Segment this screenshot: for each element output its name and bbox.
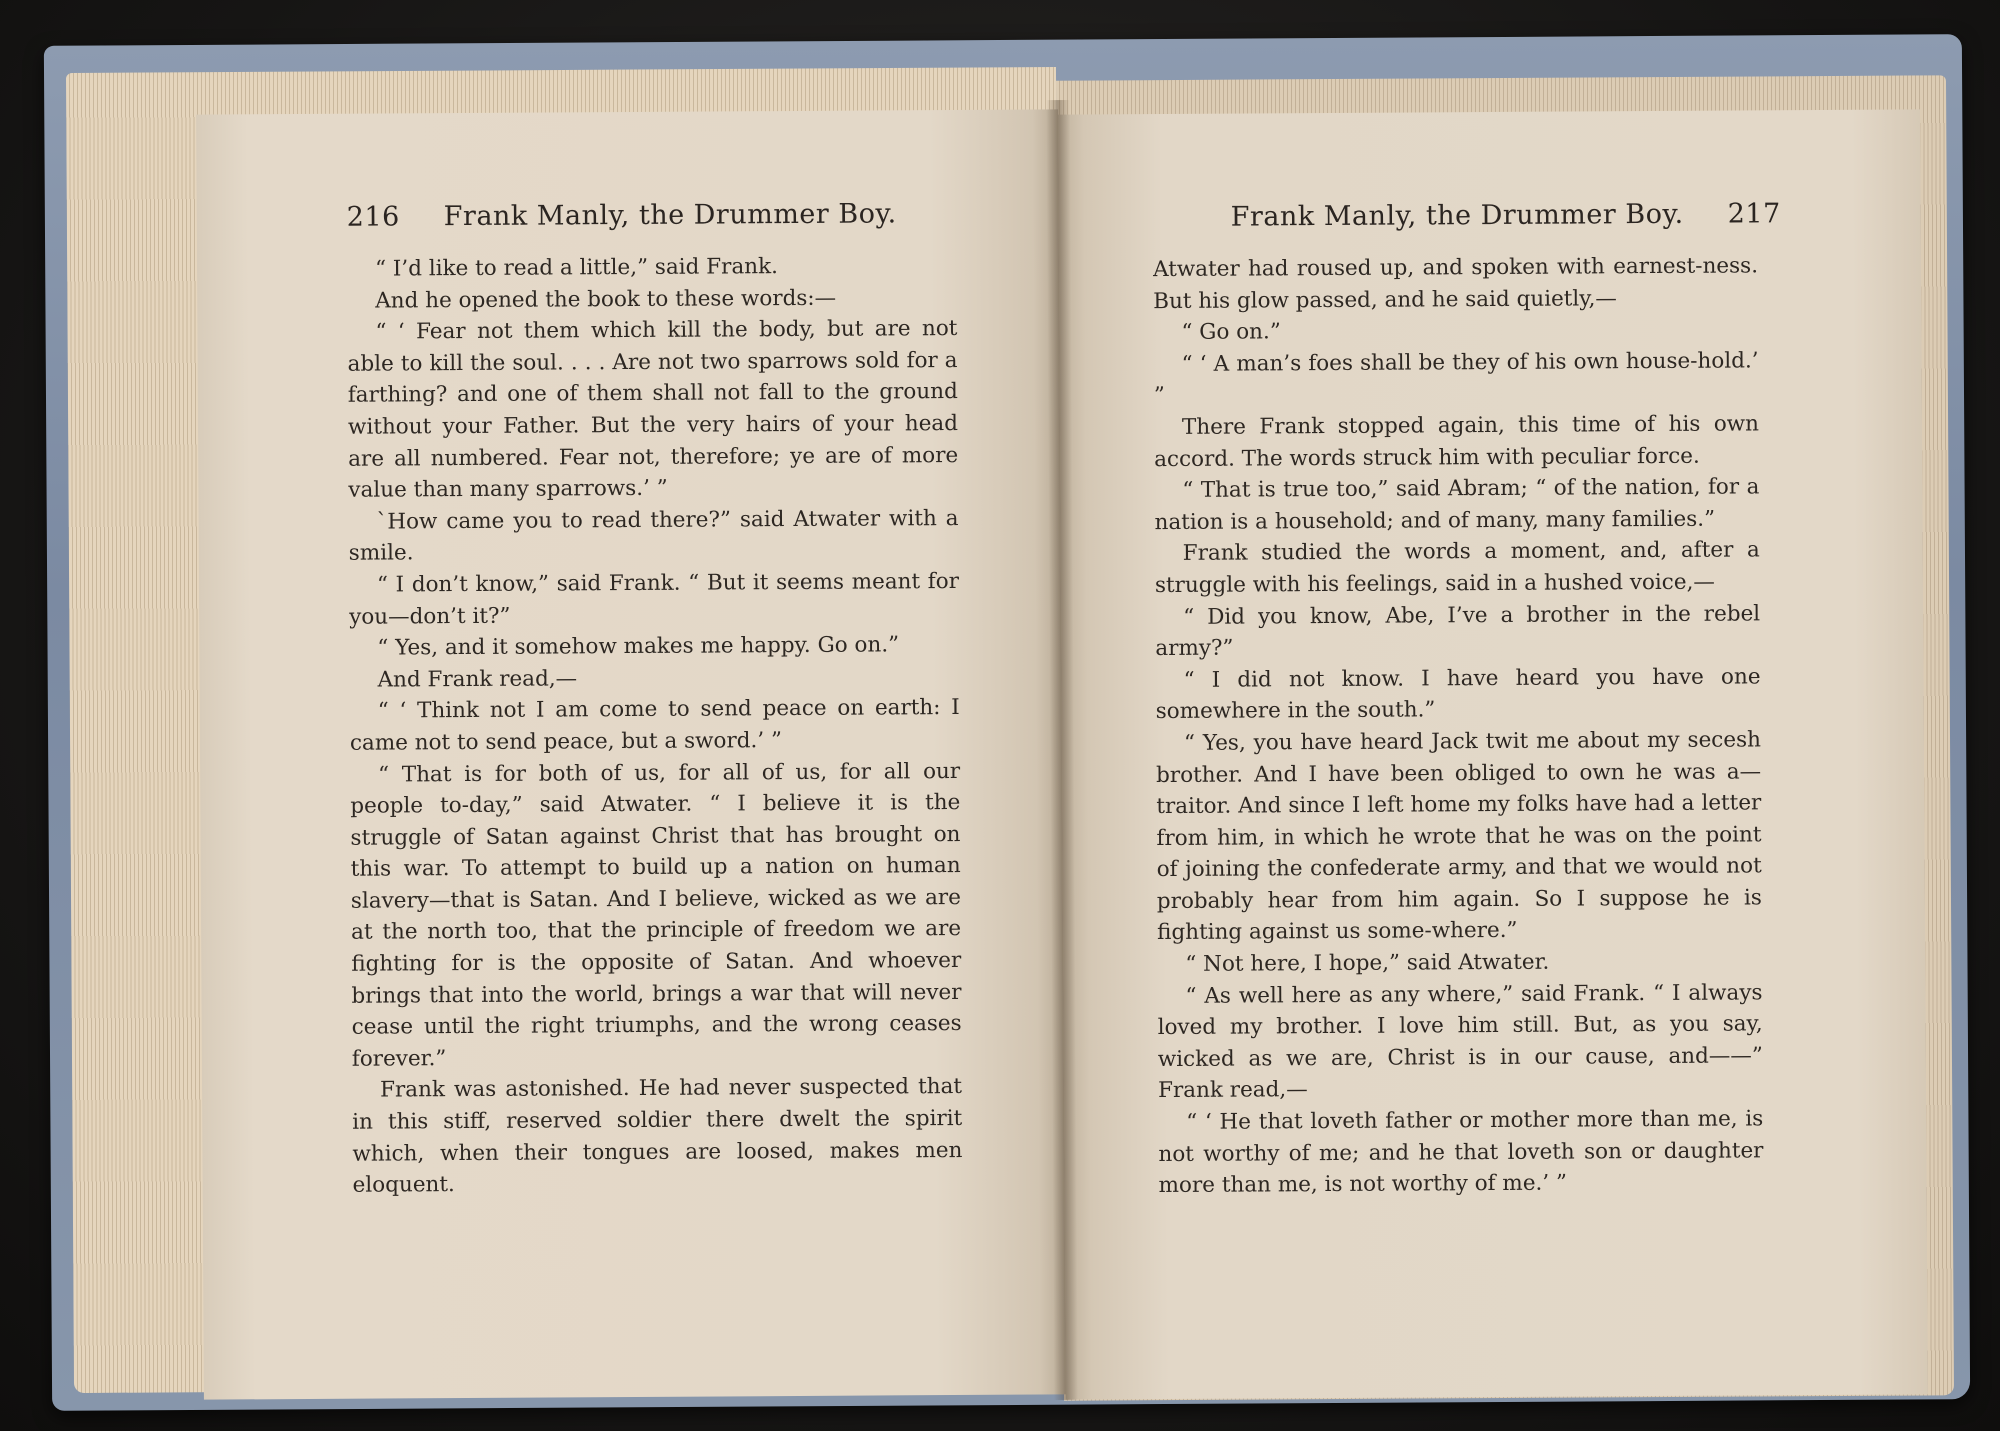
right-folio: 217 xyxy=(1727,198,1781,230)
right-paragraph: “ Yes, you have heard Jack twit me about my secesh brother. And I have been obliged to own he was a—traitor. And since I left home my folks have had a letter from him, in which he wrote that he was on the point of joining the confederate army, and that we would not probably hear from him again. So I suppose he is fighting against us some-where.” xyxy=(1156,727,1762,946)
right-paragraph: Frank studied the words a moment, and, after a struggle with his feelings, said in a hushed voice,— xyxy=(1154,537,1760,598)
left-text-block xyxy=(347,250,963,1202)
left-paragraph: “ ‘ Think not I am come to send peace on earth: I came not to send peace, but a sword.’ ” xyxy=(349,695,960,756)
right-paragraph: “ ‘ He that loveth father or mother more than me, is not worthy of me; and he that loveth son or daughter more than me, is not worthy of me.’ ” xyxy=(1158,1106,1764,1199)
left-paragraph: “ That is for both of us, for all of us, for all our people to-day,” said Atwater. “ I believe it is the struggle of Satan against Christ that has brought on this war. To attempt to build up a nation on human slavery—that is Satan. And I believe, wicked as we are at the north too, that the principle of freedom we are fighting for is the opposite of Satan. And whoever brings that into the world, brings a war that will never cease until the right triumphs, and the wrong ceases forever.” xyxy=(350,758,962,1072)
left-running-head xyxy=(347,198,897,232)
left-paragraph: And he opened the book to these words:— xyxy=(375,285,837,314)
right-page xyxy=(1058,109,1928,1399)
left-paragraph: “ ‘ Fear not them which kill the body, but are not able to kill the soul. . . . Are not two sparrows sold for a farthing? and one of them shall not fall to the ground without your Father. But the very hairs of your head are all numbered. Fear not, therefore; ye are of more value than many sparrows.’ ” xyxy=(347,316,959,503)
left-running-title: Frank Manly, the Drummer Boy. xyxy=(443,198,897,233)
left-page xyxy=(196,109,1066,1399)
right-paragraph: “ Go on.” xyxy=(1181,319,1281,346)
right-paragraph: There Frank stopped again, this time of his own accord. The words struck him with peculiar force. xyxy=(1154,411,1760,472)
left-paragraph: “ I’d like to read a little,” said Frank. xyxy=(374,254,779,282)
right-paragraph: Atwater had roused up, and spoken with earnest-ness. But his glow passed, and he said quietly,— xyxy=(1152,253,1759,314)
right-paragraph: “ I did not know. I have heard you have one somewhere in the south.” xyxy=(1155,664,1761,725)
left-paragraph: And Frank read,— xyxy=(377,666,578,693)
right-paragraph: “ Not here, I hope,” said Atwater. xyxy=(1185,949,1550,977)
right-running-title: Frank Manly, the Drummer Boy. xyxy=(1230,198,1684,233)
left-folio: 216 xyxy=(346,201,400,233)
right-paragraph: “ That is true too,” said Abram; “ of the nation, for a nation is a household; and of many, many families.” xyxy=(1154,474,1760,535)
right-paragraph: “ As well here as any where,” said Frank. “ I always loved my brother. I love him still. But, as you say, wicked as we are, Christ is in our cause, and——” Frank read,— xyxy=(1157,980,1763,1104)
left-paragraph: “ Yes, and it somehow makes me happy. Go on.” xyxy=(377,632,900,661)
left-paragraph: Frank was astonished. He had never suspected that in this stiff, reserved soldier there dwelt the spirit which, when their tongues are loosed, makes men eloquent. xyxy=(352,1074,963,1198)
right-text-block xyxy=(1153,250,1764,1201)
left-paragraph: “ I don’t know,” said Frank. “ But it seems meant for you—don’t it?” xyxy=(349,568,960,630)
right-paragraph: “ Did you know, Abe, I’ve a brother in the rebel army?” xyxy=(1155,600,1761,662)
right-running-head xyxy=(1231,198,1781,232)
right-paragraph: “ ‘ A man’s foes shall be they of his own house-hold.’ ” xyxy=(1153,348,1759,409)
left-paragraph: `How came you to read there?” said Atwater with a smile. xyxy=(348,505,959,567)
